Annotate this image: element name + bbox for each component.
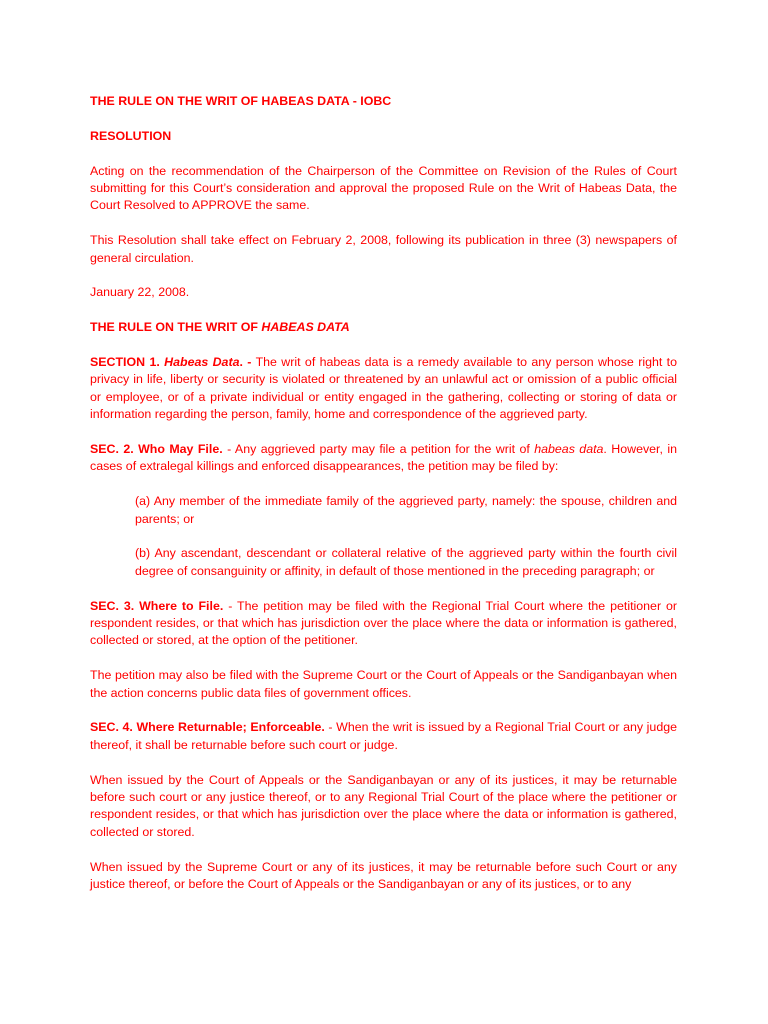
section-4 bbox=[90, 719, 677, 754]
section-3-text: - The petition may be filed with the Regional Trial Court where the petitioner or respondent resides, or that which has jurisdiction over the place where the data or information is gathered, collected or stored, at the option of the petitioner. bbox=[90, 598, 678, 648]
document-page bbox=[90, 93, 677, 911]
resolution-paragraph-1: Acting on the recommendation of the Chairperson of the Committee on Revision of the Rules of Court submitting for this Court’s consideration and approval the proposed Rule on the Writ of Habeas Data, the Court Resolved to APPROVE the same. bbox=[90, 163, 677, 213]
document-title: THE RULE ON THE WRIT OF HABEAS DATA - IOBC bbox=[90, 94, 392, 108]
section-2-text-a: - Any aggrieved party may file a petition for the writ of bbox=[222, 442, 535, 457]
section-2-text-b: . However, in cases of extralegal killings and enforced disappearances, the petition may be filed by: bbox=[90, 442, 677, 474]
section-4-paragraph-3: When issued by the Supreme Court or any of its justices, it may be returnable before such Court or any justice thereof, or before the Court of Appeals or the Sandiganbayan or any of its justices, or to any bbox=[90, 859, 677, 892]
section-1-label-start: SECTION 1. bbox=[90, 355, 165, 369]
section-3-label: SEC. 3. Where to File. bbox=[90, 598, 224, 613]
section-1-label-italic: Habeas Data bbox=[164, 355, 240, 369]
section-4-text: - When the writ is issued by a Regional Trial Court or any judge thereof, it shall be returnable before such court or judge. bbox=[90, 720, 677, 752]
section-3-paragraph-2: The petition may also be filed with the Supreme Court or the Court of Appeals or the Sandiganbayan when the action concerns public data files of government offices. bbox=[90, 668, 677, 700]
section-2-text-italic: habeas data bbox=[534, 442, 604, 457]
section-4-label: SEC. 4. Where Returnable; Enforceable. bbox=[90, 720, 325, 735]
resolution-date: January 22, 2008. bbox=[90, 285, 190, 300]
rule-heading-prefix: THE RULE ON THE WRIT OF bbox=[90, 320, 262, 335]
section-2-label: SEC. 2. Who May File. bbox=[90, 442, 223, 457]
resolution-heading: RESOLUTION bbox=[90, 128, 172, 143]
section-2-item-b: (b) Any ascendant, descendant or collateral relative of the aggrieved party within the fourth civil degree of consanguinity or affinity, in default of those mentioned in the preceding paragraph; or bbox=[135, 546, 677, 578]
section-3 bbox=[90, 598, 677, 650]
section-2-item-a: (a) Any member of the immediate family of the aggrieved party, namely: the spouse, children and parents; or bbox=[135, 494, 677, 526]
section-1 bbox=[90, 354, 677, 424]
resolution-paragraph-2: This Resolution shall take effect on February 2, 2008, following its publication in three (3) newspapers of general circulation. bbox=[90, 233, 677, 265]
rule-heading bbox=[90, 319, 677, 336]
section-2 bbox=[90, 441, 677, 476]
section-4-paragraph-2: When issued by the Court of Appeals or the Sandiganbayan or any of its justices, it may be returnable before such court or any justice thereof, or to any Regional Trial Court of the place where the petitioner or respondent resides, or that which has jurisdiction over the place where the data or information is gathered, collected or stored. bbox=[90, 772, 677, 839]
section-1-text: The writ of habeas data is a remedy available to any person whose right to privacy in life, liberty or security is violated or threatened by an unlawful act or omission of a public official or employee, or of a private individual or entity engaged in the gathering, collecting or storing of data or information regarding the person, family, home and correspondence of the aggrieved party. bbox=[90, 355, 677, 422]
section-1-label bbox=[90, 355, 251, 369]
section-1-label-end: . - bbox=[239, 355, 252, 369]
rule-heading-italic: HABEAS DATA bbox=[261, 320, 350, 335]
